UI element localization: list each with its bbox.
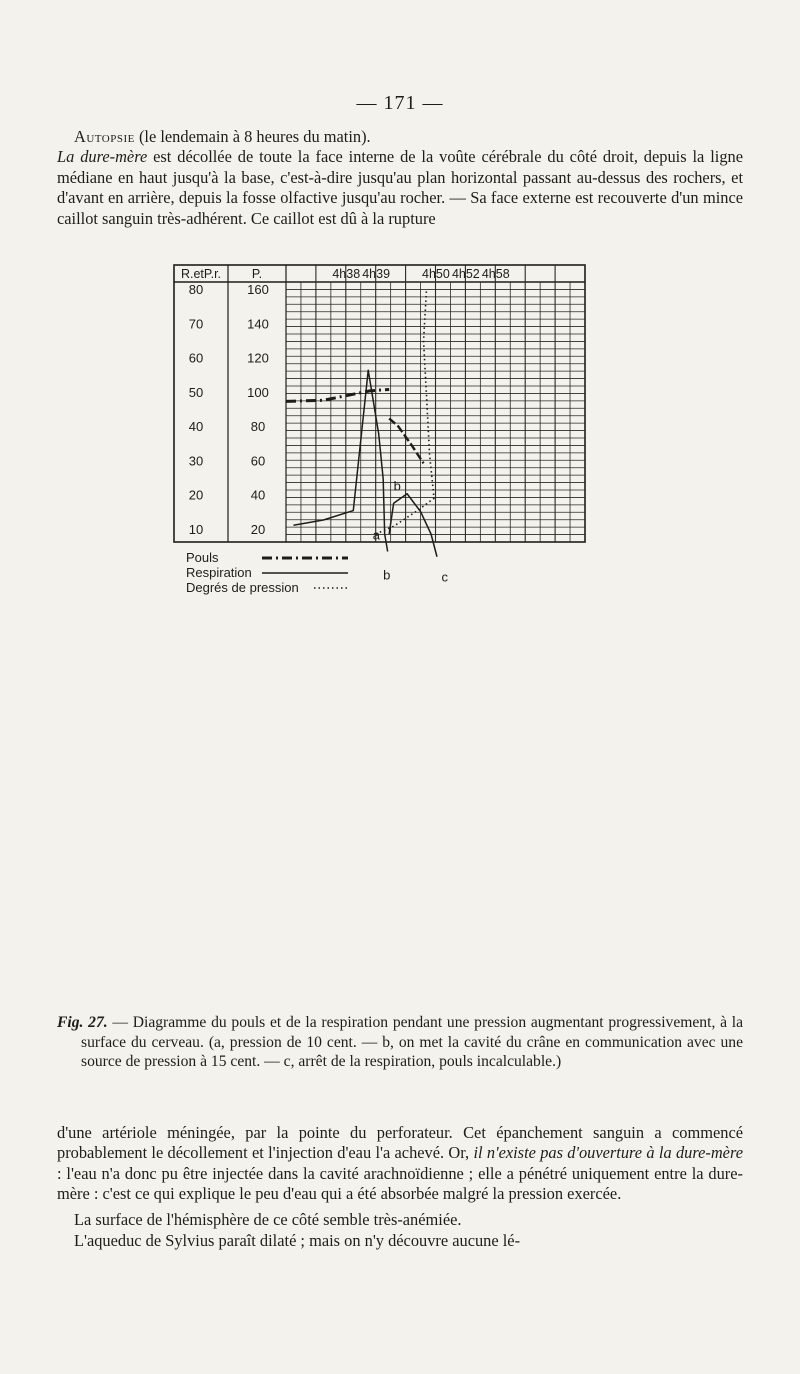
left-axis-tick: 10 xyxy=(188,522,204,537)
header-time: 4h50 xyxy=(422,267,450,281)
dure-mere-term: La dure-mère xyxy=(57,147,148,167)
left-axis-tick: 40 xyxy=(188,419,204,435)
pressure-axis-tick: 100 xyxy=(247,384,269,400)
left-axis-tick: 70 xyxy=(188,316,204,332)
body-italic: il n'existe pas d'ouverture à la dure-mère xyxy=(473,1143,743,1163)
legend-label: Pouls xyxy=(186,550,219,565)
figure-caption xyxy=(57,1013,743,1072)
annotation-label: b xyxy=(393,478,401,494)
chart-series xyxy=(286,289,448,584)
autopsy-paragraph xyxy=(57,127,743,229)
legend-label: Degrés de pression xyxy=(186,580,299,595)
page-number: — 171 — xyxy=(356,92,444,114)
chart-frame xyxy=(174,265,585,542)
header-pressure: P. xyxy=(251,267,263,281)
header-time: 4h52 xyxy=(451,267,480,281)
pressure-axis-tick: 120 xyxy=(247,350,269,366)
left-axis-tick: 60 xyxy=(188,350,204,366)
left-axis-tick: 80 xyxy=(188,282,204,297)
body-paragraph-2: La surface de l'hémisphère de ce côté semble très-anémiée. xyxy=(74,1210,462,1229)
header-time: 4h58 xyxy=(481,267,510,281)
body-text-a: d'une artériole méningée, par la pointe du perforateur. Cet épanchement sanguin a commencé probablement le décollement et l'injection d'eau l'a achevé. Or, xyxy=(57,1123,743,1163)
legend-label: Respiration xyxy=(186,565,252,580)
figure-caption-text: — Diagramme du pouls et de la respiration pendant une pression augmentant progressivement, à la surface du cerveau. (a, pression de 10 cent. — b, on met la cavité du crâne en communication avec une source de pression à 15 cent. — c, arrêt de la respiration, pouls incalculable.) xyxy=(81,1014,743,1070)
series-line-2 xyxy=(389,494,437,557)
header-time: 4h39 xyxy=(362,267,391,281)
pressure-axis-tick: 80 xyxy=(250,419,266,435)
chart-headers xyxy=(181,267,510,281)
body-text-b: : l'eau n'a donc pu être injectée dans la cavité arachnoïdienne ; elle a pénétré uniquement entre la dure-mère : c'est ce qui explique le peu d'eau qui a été absorbée malgré la pression exercée. xyxy=(57,1163,743,1204)
left-axis-tick: 50 xyxy=(188,384,204,400)
body-paragraph-3: L'aqueduc de Sylvius paraît dilaté ; mais on n'y découvre aucune lé- xyxy=(74,1231,521,1250)
chart-grid xyxy=(174,265,585,542)
annotation-label: b xyxy=(383,567,391,583)
autopsy-lead-rest: (le lendemain à 8 heures du matin). xyxy=(134,127,371,146)
chart-legend xyxy=(186,550,348,595)
chart-axes xyxy=(189,282,269,537)
pressure-axis-tick: 20 xyxy=(250,522,266,537)
annotation-label: a xyxy=(372,527,380,543)
left-axis-tick: 30 xyxy=(188,453,204,469)
header-time: 4h38 xyxy=(332,267,361,281)
pressure-axis-tick: 140 xyxy=(247,316,269,332)
pressure-axis-tick: 160 xyxy=(247,282,269,297)
header-resp-pulse: R.etP.r. xyxy=(180,267,222,281)
autopsy-lead: Autopsie xyxy=(74,127,135,146)
figure-label: Fig. 27. xyxy=(57,1014,108,1031)
pressure-axis-tick: 40 xyxy=(250,487,266,503)
pulse-respiration-chart xyxy=(0,248,800,768)
pressure-axis-tick: 60 xyxy=(250,453,266,469)
left-axis-tick: 20 xyxy=(188,487,204,503)
body-paragraph-1 xyxy=(57,1123,743,1205)
autopsy-text: est décollée de toute la face interne de la voûte cérébrale du côté droit, depuis la ligne médiane en haut jusqu'à la base, c'est-à-dire jusqu'au plan horizontal passant au-dessus des rochers, et d'avant en arrière, depuis la fosse olfactive jusqu'au rocher. — Sa face externe est recouverte d'un mince caillot sanguin très-adhérent. Ce caillot est dû à la rupture xyxy=(57,147,743,228)
annotation-label: c xyxy=(441,569,448,585)
series-line-4 xyxy=(389,419,423,464)
